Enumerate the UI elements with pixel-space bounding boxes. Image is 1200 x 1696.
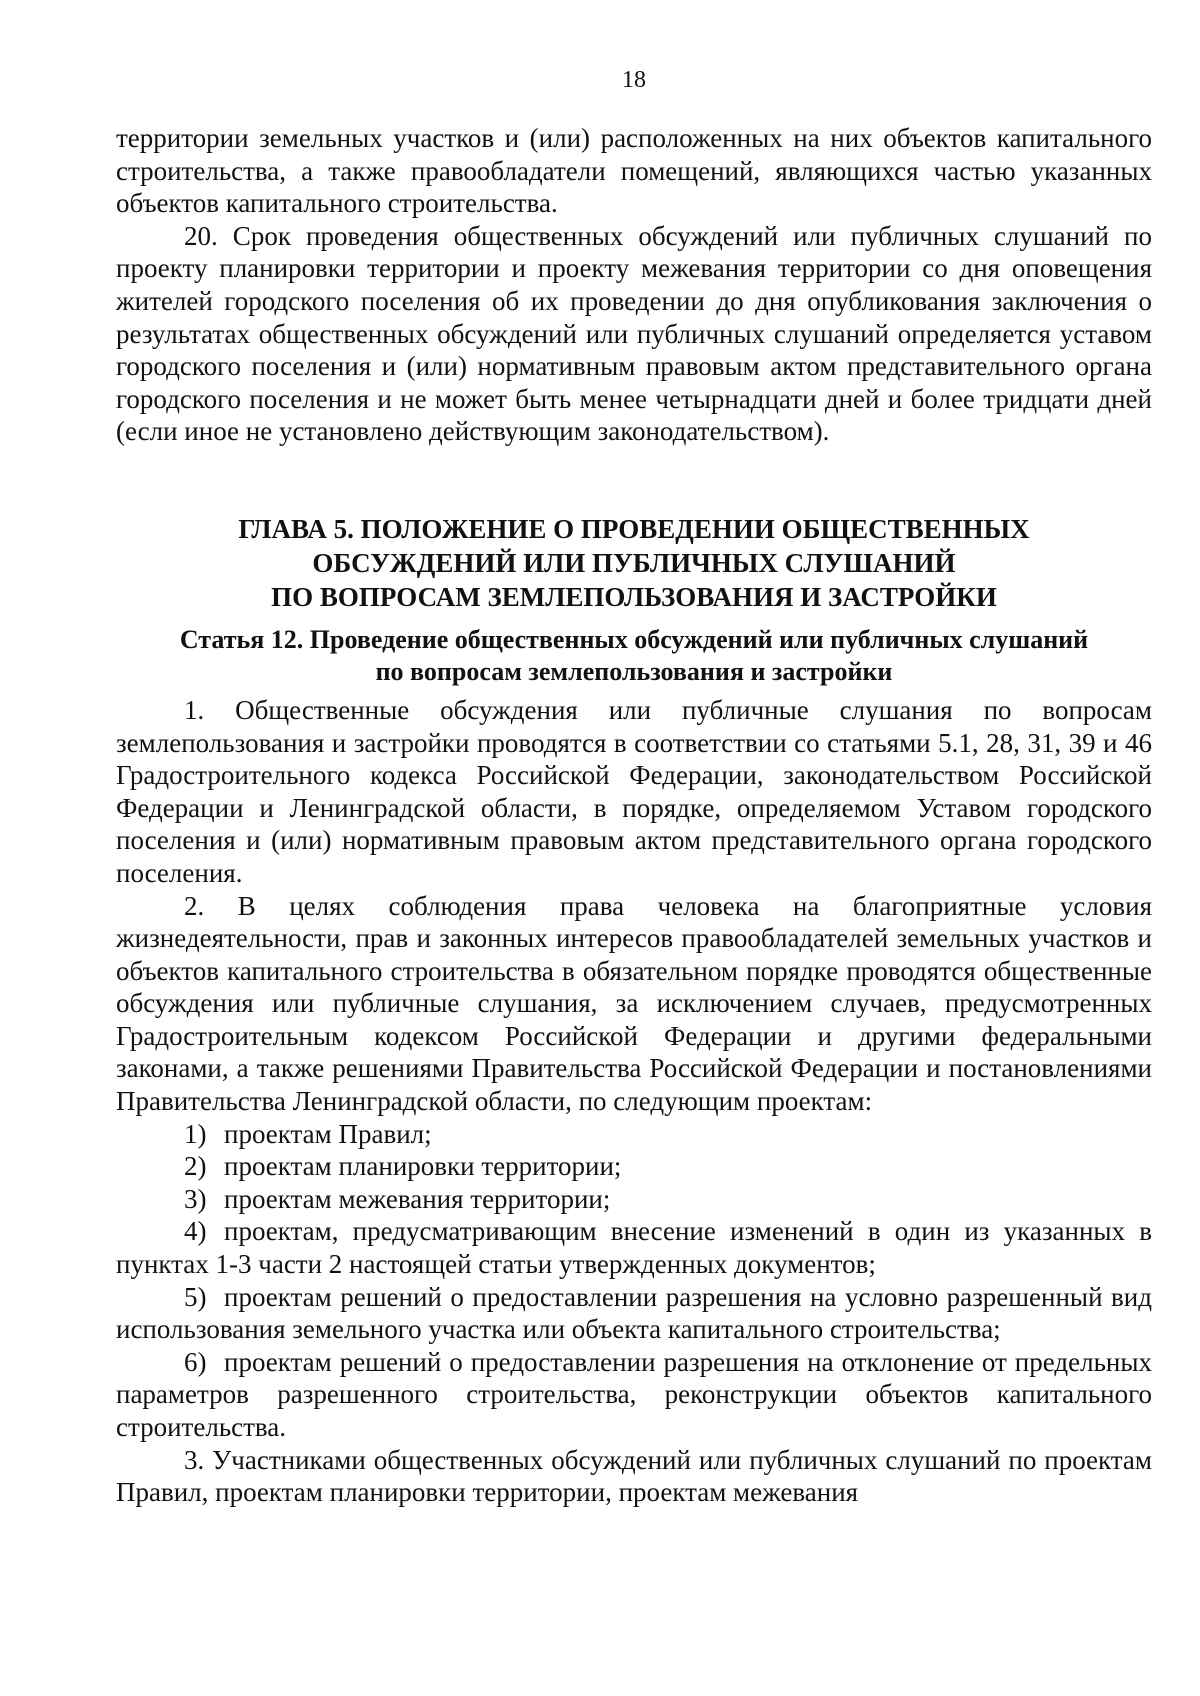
- list-item-number: 5): [184, 1281, 207, 1312]
- chapter-heading: [116, 512, 1152, 614]
- paragraph-20: 20. Срок проведения общественных обсуждений или публичных слушаний по проекту планировки территории и проекту межевания территории со дня оповещения жителей городского поселения об их проведении до дня опубликования заключения о результатах общественных обсуждений или публичных слушаний определяется уставом городского поселения и (или) нормативным правовым актом представительного органа городского поселения и не может быть менее четырнадцати дней и более тридцати дней (если иное не установлено действующим законодательством).: [116, 220, 1152, 447]
- list-item-3: [116, 1183, 1152, 1216]
- article-heading-line-2: по вопросам землепользования и застройки: [375, 656, 893, 686]
- list-item-text: проектам, предусматривающим внесение изменений в один из указанных в пунктах 1-3 части 2 настоящей статьи утвержденных документов;: [116, 1216, 1152, 1280]
- list-item-number: 2): [184, 1151, 207, 1182]
- list-item-text: проектам планировки территории;: [224, 1151, 622, 1182]
- article-heading: [116, 624, 1152, 688]
- list-item-text: проектам решений о предоставлении разрешения на условно разрешенный вид использования земельного участка или объекта капитального строительства;: [116, 1281, 1152, 1345]
- list-item-number: 3): [184, 1183, 207, 1214]
- chapter-heading-line-3: ПО ВОПРОСАМ ЗЕМЛЕПОЛЬЗОВАНИЯ И ЗАСТРОЙКИ: [271, 581, 997, 612]
- list-item-number: 1): [184, 1118, 207, 1149]
- list-item-number: 6): [184, 1346, 207, 1377]
- paragraph-1: 1. Общественные обсуждения или публичные слушания по вопросам землепользования и застройки проводятся в соответствии со статьями 5.1, 28, 31, 39 и 46 Градостроительного кодекса Российской Федерации, законодательством Российской Федерации и Ленинградской области, в порядке, определяемом Уставом городского поселения и (или) нормативным правовым актом представительного органа городского поселения.: [116, 694, 1152, 888]
- continuation-paragraph: территории земельных участков и (или) расположенных на них объектов капитального строительства, а также правообладатели помещений, являющихся частью указанных объектов капитального строительства.: [116, 123, 1152, 219]
- article-heading-line-1: Статья 12. Проведение общественных обсуждений или публичных слушаний: [179, 624, 1089, 654]
- list-item-text: проектам решений о предоставлении разрешения на отклонение от предельных параметров разрешенного строительства, реконструкции объектов капитального строительства.: [116, 1346, 1152, 1442]
- page-number: 18: [622, 67, 646, 93]
- paragraph-2: 2. В целях соблюдения права человека на благоприятные условия жизнедеятельности, прав и законных интересов правообладателей земельных участков и объектов капитального строительства в обязательном порядке проводятся общественные обсуждения или публичные слушания, за исключением случаев, предусмотренных Градостроительным кодексом Российской Федерации и другими федеральными законами, а также решениями Правительства Российской Федерации и постановлениями Правительства Ленинградской области, по следующим проектам:: [116, 890, 1152, 1117]
- chapter-heading-line-2: ОБСУЖДЕНИЙ ИЛИ ПУБЛИЧНЫХ СЛУШАНИЙ: [312, 547, 956, 578]
- list-item-text: проектам межевания территории;: [224, 1183, 611, 1214]
- list-item-4: [116, 1215, 1152, 1280]
- list-item-2: [116, 1150, 1152, 1183]
- list-item-1: [116, 1118, 1152, 1151]
- list-item-text: проектам Правил;: [224, 1118, 432, 1149]
- chapter-heading-line-1: ГЛАВА 5. ПОЛОЖЕНИЕ О ПРОВЕДЕНИИ ОБЩЕСТВЕННЫХ: [238, 513, 1030, 544]
- paragraph-3: 3. Участниками общественных обсуждений или публичных слушаний по проектам Правил, проектам планировки территории, проектам межевания: [116, 1444, 1152, 1508]
- list-item-5: [116, 1281, 1152, 1346]
- list-item-6: [116, 1346, 1152, 1444]
- list-item-number: 4): [184, 1216, 207, 1247]
